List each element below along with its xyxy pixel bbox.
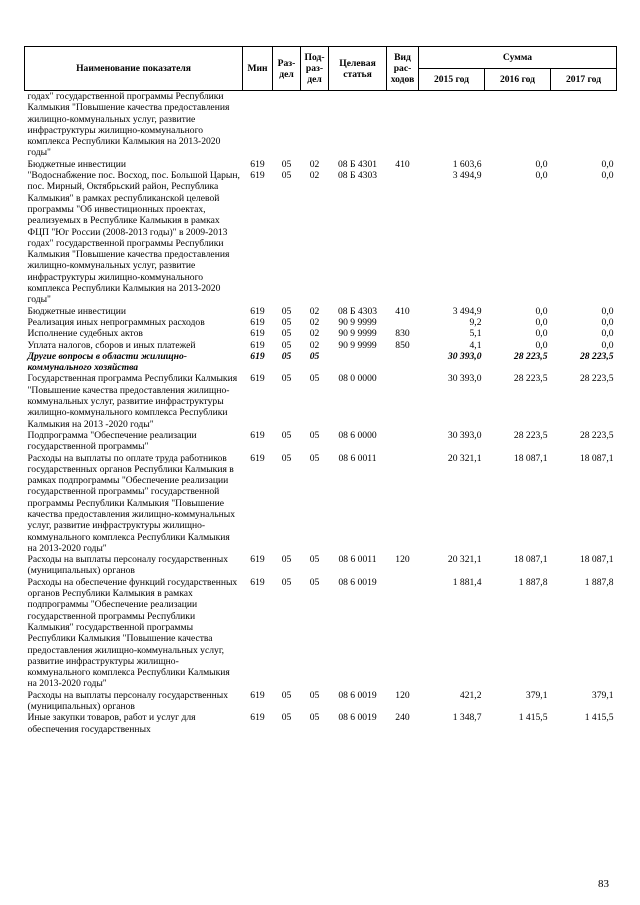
row-sum-2017-cell: 28 223,5 [579, 373, 614, 385]
row-vid-cell: 120 [395, 689, 410, 701]
row-min-cell: 619 [250, 576, 265, 588]
row-podrazdel-cell: 02 [309, 305, 320, 317]
row-podrazdel-cell: 05 [309, 373, 320, 385]
row-sum-2016-cell: 18 087,1 [513, 554, 548, 566]
header-vid: Вид рас-ходов [387, 47, 419, 91]
row-target-cell: 90 9 9999 [338, 339, 377, 351]
row-sum-2015-cell: 1 603,6 [452, 158, 482, 170]
row-vid-cell [387, 373, 419, 429]
budget-table [24, 46, 617, 735]
row-min-cell [243, 91, 273, 159]
row-name-cell: Расходы на выплаты персоналу государственных (муниципальных) органов [27, 689, 229, 713]
row-razdel-cell: 05 [281, 452, 292, 464]
row-target-cell: 08 6 0011 [338, 554, 377, 566]
row-vid-cell [387, 351, 419, 374]
row-sum-2016-cell: 1 415,5 [518, 712, 548, 724]
row-min-cell: 619 [250, 373, 265, 385]
page-number: 83 [598, 878, 609, 890]
row-sum-2015-cell: 3 494,9 [452, 305, 482, 317]
row-target-cell: 08 Б 4301 [337, 158, 378, 170]
row-name-cell: Расходы на выплаты персоналу государственных (муниципальных) органов [27, 554, 229, 577]
table-row [25, 690, 617, 713]
row-sum-2015-cell [419, 91, 485, 159]
row-target-cell: 08 6 0019 [338, 712, 377, 724]
row-podrazdel-cell: 02 [309, 170, 320, 182]
header-podrazdel: Под-раз-дел [301, 47, 329, 91]
table-row [25, 373, 617, 429]
header-razdel: Раз-дел [273, 47, 301, 91]
row-podrazdel-cell: 02 [309, 316, 320, 328]
row-target-cell [329, 351, 387, 374]
row-sum-2017-cell: 379,1 [591, 689, 614, 701]
row-name-cell: Другие вопросы в области жилищно-коммунального хозяйства [27, 350, 187, 374]
row-target-cell: 08 Б 4303 [337, 170, 378, 182]
row-razdel-cell: 05 [281, 339, 292, 351]
row-vid-cell [387, 91, 419, 159]
row-sum-2017-cell: 28 223,5 [579, 429, 614, 441]
row-name-cell: Иные закупки товаров, работ и услуг для обеспечения государственных [27, 712, 196, 735]
table-row [25, 351, 617, 374]
table-row [25, 712, 617, 735]
row-name-cell: "Водоснабжение пос. Восход, пос. Большой Царын, пос. Мирный, Октябрьский район, Республика Калмыкия" в рамках республиканской целевой программы "Об инвестиционных проектах, реализуемых в Республике Калмыкия в рамках ФЦП "Юг России (2008-2013 годы)" в 2009-2013 годах" государственной программы Республики Калмыкия "Повышение качества предоставления жилищно-коммунальных услуг, развитие инфраструктуры жилищно-коммунального комплекса Республики Калмыкия на 2013-2020 годы" [27, 170, 240, 306]
row-sum-2016-cell [485, 91, 551, 159]
row-min-cell: 619 [250, 429, 265, 441]
row-vid-cell: 850 [395, 339, 410, 351]
row-razdel-cell: 05 [281, 305, 292, 317]
table-body [25, 91, 617, 735]
row-podrazdel-cell: 02 [309, 328, 320, 340]
row-target-cell [329, 91, 387, 159]
row-vid-cell: 120 [395, 554, 410, 566]
row-sum-2017-cell: 0,0 [601, 305, 614, 317]
row-min-cell: 619 [250, 170, 265, 182]
header-sum: Сумма [419, 47, 617, 69]
row-min-cell: 619 [250, 158, 265, 170]
row-razdel-cell: 05 [281, 316, 292, 328]
row-vid-cell: 410 [395, 158, 410, 170]
header-2015: 2015 год [419, 69, 485, 91]
row-razdel-cell: 05 [281, 328, 292, 340]
row-razdel-cell: 05 [281, 429, 292, 441]
row-target-cell: 08 6 0019 [338, 689, 377, 701]
row-sum-2015-cell: 20 321,1 [447, 452, 482, 464]
row-sum-2017-cell: 0,0 [601, 339, 614, 351]
row-razdel-cell: 05 [281, 576, 292, 588]
row-podrazdel-cell: 05 [309, 712, 320, 724]
row-podrazdel-cell: 05 [309, 689, 320, 701]
header-2017: 2017 год [551, 69, 617, 91]
row-min-cell: 619 [250, 689, 265, 701]
row-sum-2015-cell: 3 494,9 [452, 170, 482, 182]
row-vid-cell: 830 [395, 328, 410, 340]
header-min: Мин [243, 47, 273, 91]
row-min-cell: 619 [250, 554, 265, 566]
row-min-cell: 619 [250, 328, 265, 340]
row-sum-2015-cell: 421,2 [459, 689, 482, 701]
table-row [25, 453, 617, 555]
row-sum-2015-cell: 9,2 [469, 316, 482, 328]
table-row [25, 328, 617, 339]
table-row [25, 91, 617, 159]
table-row [25, 430, 617, 453]
row-target-cell: 90 9 9999 [338, 328, 377, 340]
row-sum-2016-cell: 0,0 [535, 158, 548, 170]
row-sum-2016-cell: 18 087,1 [513, 452, 548, 464]
row-sum-2015-cell: 4,1 [469, 339, 482, 351]
row-sum-2017-cell: 0,0 [601, 328, 614, 340]
row-razdel-cell: 05 [281, 689, 292, 701]
row-razdel-cell: 05 [281, 373, 292, 385]
row-razdel-cell [273, 91, 301, 159]
row-sum-2017-cell: 18 087,1 [579, 554, 614, 566]
row-name-cell: Бюджетные инвестиции [27, 305, 126, 317]
row-razdel-cell: 05 [281, 170, 292, 182]
row-name-cell: Уплата налогов, сборов и иных платежей [27, 339, 196, 351]
header-2016: 2016 год [485, 69, 551, 91]
row-sum-2016-cell: 0,0 [535, 316, 548, 328]
table-row [25, 554, 617, 577]
row-sum-2015-cell: 1 881,4 [452, 576, 482, 588]
row-podrazdel-cell: 05 [309, 554, 320, 566]
row-min-cell: 619 [250, 712, 265, 724]
table-row [25, 340, 617, 351]
row-sum-2015-cell: 1 348,7 [452, 712, 482, 724]
row-sum-2017-cell: 28 223,5 [579, 350, 614, 362]
row-sum-2015-cell: 20 321,1 [447, 554, 482, 566]
row-min-cell: 619 [250, 350, 265, 362]
row-razdel-cell: 05 [281, 158, 292, 170]
row-name-cell: Государственная программа Республики Калмыкия "Повышение качества предоставления жилищно-коммунальных услуг, развитие инфраструктуры жилищно-коммунального комплекса Республики Калмыкия на 2013 -2020 годы" [27, 373, 238, 430]
row-vid-cell [387, 430, 419, 453]
header-name: Наименование показателя [25, 47, 243, 91]
row-sum-2017-cell: 18 087,1 [579, 452, 614, 464]
row-target-cell: 08 6 0000 [338, 429, 377, 441]
row-podrazdel-cell: 02 [309, 158, 320, 170]
row-sum-2017-cell: 0,0 [601, 158, 614, 170]
row-sum-2017-cell: 1 887,8 [584, 576, 614, 588]
row-podrazdel-cell: 05 [309, 350, 320, 362]
row-razdel-cell: 05 [281, 554, 292, 566]
row-razdel-cell: 05 [281, 350, 292, 362]
row-podrazdel-cell: 05 [309, 452, 320, 464]
row-sum-2016-cell: 28 223,5 [513, 350, 548, 362]
row-name-cell: Расходы на обеспечение функций государственных органов Республики Калмыкия в рамках подпрограммы "Обеспечение реализации государственной программы Республики Калмыкия" государственной программы Республики Калмыкия "Повышение качества предоставления жилищно-коммунальных услуг, развитие инфраструктуры жилищно-коммунального комплекса Республики Калмыкия на 2013-2020 годы" [27, 576, 238, 690]
row-sum-2015-cell: 5,1 [469, 328, 482, 340]
row-sum-2015-cell: 30 393,0 [447, 350, 482, 362]
row-name-cell: Бюджетные инвестиции [27, 158, 126, 170]
row-sum-2015-cell: 30 393,0 [447, 373, 482, 385]
row-vid-cell: 410 [395, 305, 410, 317]
row-podrazdel-cell: 05 [309, 576, 320, 588]
row-podrazdel-cell [301, 91, 329, 159]
row-sum-2017-cell: 1 415,5 [584, 712, 614, 724]
row-target-cell: 08 0 0000 [338, 373, 377, 385]
row-target-cell: 08 Б 4303 [337, 305, 378, 317]
header-target: Целевая статья [329, 47, 387, 91]
row-min-cell: 619 [250, 305, 265, 317]
row-sum-2016-cell: 28 223,5 [513, 429, 548, 441]
table-row [25, 170, 617, 306]
row-target-cell: 08 6 0019 [338, 576, 377, 588]
table-row [25, 317, 617, 328]
row-sum-2017-cell: 0,0 [601, 316, 614, 328]
row-name-cell: Подпрограмма "Обеспечение реализации государственной программы" [27, 429, 197, 453]
table-row [25, 577, 617, 690]
row-sum-2017-cell: 0,0 [601, 170, 614, 182]
row-sum-2016-cell: 0,0 [535, 305, 548, 317]
row-target-cell: 08 6 0011 [338, 452, 377, 464]
row-podrazdel-cell: 02 [309, 339, 320, 351]
row-sum-2016-cell: 0,0 [535, 170, 548, 182]
row-target-cell: 90 9 9999 [338, 316, 377, 328]
row-sum-2017-cell [551, 91, 617, 159]
row-name-cell: Исполнение судебных актов [27, 328, 143, 340]
row-vid-cell [387, 453, 419, 555]
table-row [25, 159, 617, 170]
row-min-cell: 619 [250, 452, 265, 464]
row-name-cell: годах" государственной программы Республики Калмыкия "Повышение качества предоставления жилищно-коммунальных услуг, развитие инфраструктуры жилищно-коммунального комплекса Республики Калмыкия на 2013-2020 годы" [27, 91, 230, 159]
row-sum-2016-cell: 28 223,5 [513, 373, 548, 385]
row-sum-2016-cell: 0,0 [535, 328, 548, 340]
row-sum-2016-cell: 379,1 [525, 689, 548, 701]
row-min-cell: 619 [250, 316, 265, 328]
row-podrazdel-cell: 05 [309, 429, 320, 441]
row-razdel-cell: 05 [281, 712, 292, 724]
row-name-cell: Расходы на выплаты по оплате труда работников государственных органов Республики Калмыкия в рамках подпрограммы "Обеспечение реализации государственной программы" государственной программы Республики Калмыкия "Повышение качества предоставления жилищно-коммунальных услуг, развитие инфраструктуры жилищно-коммунального комплекса Республики Калмыкия на 2013-2020 годы" [27, 452, 235, 554]
row-vid-cell: 240 [395, 712, 410, 724]
row-vid-cell [387, 170, 419, 306]
row-sum-2015-cell: 30 393,0 [447, 429, 482, 441]
row-sum-2016-cell: 0,0 [535, 339, 548, 351]
row-name-cell: Реализация иных непрограммных расходов [27, 316, 205, 328]
row-min-cell: 619 [250, 339, 265, 351]
row-vid-cell [387, 577, 419, 690]
row-vid-cell [387, 317, 419, 328]
row-sum-2016-cell: 1 887,8 [518, 576, 548, 588]
table-row [25, 306, 617, 317]
